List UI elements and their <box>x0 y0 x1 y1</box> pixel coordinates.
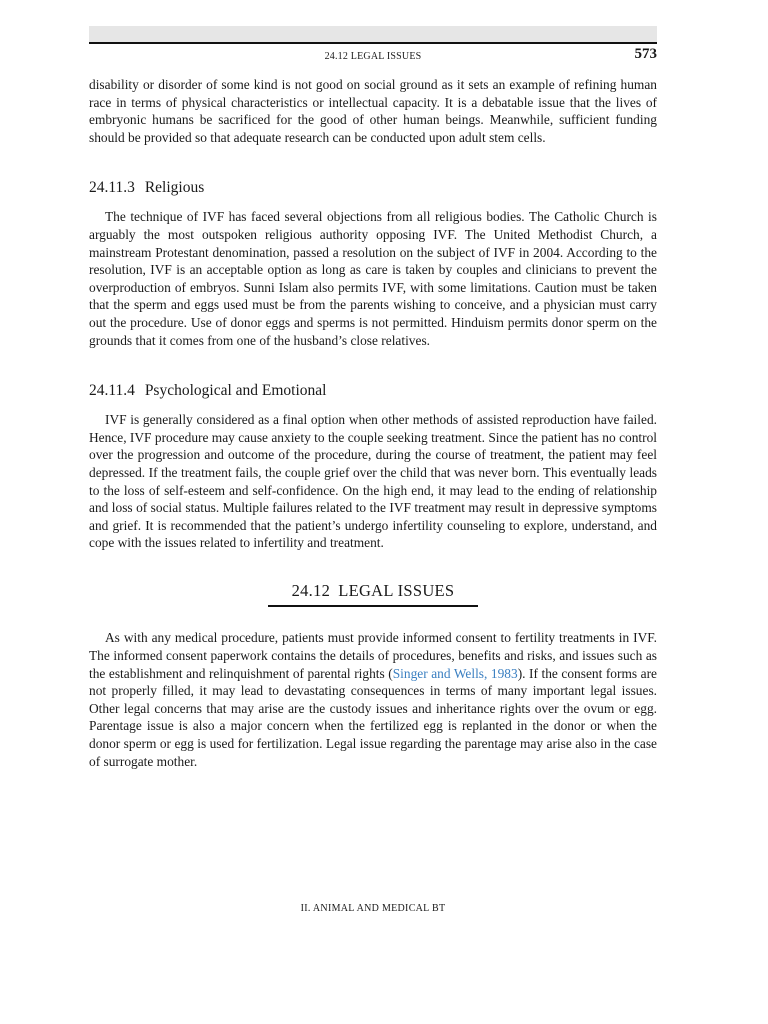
subsection-title: Psychological and Emotional <box>144 382 327 400</box>
legal-text-part-2: ). If the consent forms are not properly filled, it may lead to devastating consequences in terms of many important legal issues. Other legal concerns that may arise are the custody issues and inheritance rights over the ovum or egg. Parentage issue is also a major concern when the fertilized egg is replanted in the donor or when the donor sperm or egg is used for fertilization. Legal issue regarding the parentage may arise also in the case of surrogate mother. <box>89 665 657 769</box>
citation-link[interactable]: Singer and Wells, 1983 <box>392 665 518 681</box>
section-number: 24.12 <box>291 580 331 600</box>
subsection-number: 24.11.4 <box>89 382 135 400</box>
subsection-heading-religious <box>89 178 657 198</box>
section-heading-wrap <box>89 582 657 608</box>
subsection-title: Religious <box>144 179 205 197</box>
psychological-paragraph: IVF is generally considered as a final option when other methods of assisted reproduction have failed. Hence, IVF procedure may cause anxiety to the couple seeking treatment. Since the patient has no control over the progression and outcome of the procedure, during the course of treatment, the patient may feel depressed. If the treatment fails, the couple grief over the child that was never born. This eventually leads to the loss of self-esteem and self-confidence. On the high end, it may lead to the ending of relationship and loss of social status. Multiple failures related to the IVF treatment may result in depressive symptoms and grief. It is recommended that the patient’s undergo infertility counseling to explore, understand, and cope with the issues related to infertility and treatment. <box>89 412 657 551</box>
section-heading-legal <box>268 582 479 608</box>
carryover-paragraph: disability or disorder of some kind is not good on social ground as it sets an example of refining human race in terms of physical characteristics or intellectual capacity. It is a debatable issue that the lives of embryonic humans be sacrificed for the good of other human beings. Meanwhile, sufficient funding should be provided so that adequate research can be conducted upon adult stem cells. <box>89 77 657 145</box>
religious-paragraph: The technique of IVF has faced several objections from all religious bodies. The Catholic Church is arguably the most outspoken religious authority opposing IVF. The United Methodist Church, a mainstream Protestant denomination, passed a resolution on the subject of IVF in 2004. According to the resolution, IVF is an acceptable option as long as care is taken by couples and clinicians to prevent the overproduction of embryos. Sunni Islam also permits IVF, with some limitations. Caution must be taken that the sperm and eggs used must be from the parents wishing to conceive, and a physician must carry out the procedure. Use of donor eggs and sperms is not permitted. Hinduism permits donor sperm on the grounds that it comes from one of the husband’s close relatives. <box>89 209 657 348</box>
subsection-number: 24.11.3 <box>89 179 135 197</box>
subsection-heading-psychological <box>89 381 657 401</box>
legal-paragraph <box>89 629 657 770</box>
section-title: LEGAL ISSUES <box>338 580 455 600</box>
running-head: 24.12 LEGAL ISSUES <box>324 51 422 62</box>
page-body <box>89 76 657 770</box>
page-number: 573 <box>634 46 657 62</box>
legal-text-part-1: As with any medical procedure, patients must provide informed consent to fertility treatments in IVF. The informed consent paperwork contains the details of procedures, benefits and risks, and issues such as the establishment and relinquishment of parental rights ( <box>89 630 657 681</box>
page-footer: II. ANIMAL AND MEDICAL BT <box>300 903 446 914</box>
header-band <box>89 26 657 42</box>
header-rule <box>89 42 657 44</box>
